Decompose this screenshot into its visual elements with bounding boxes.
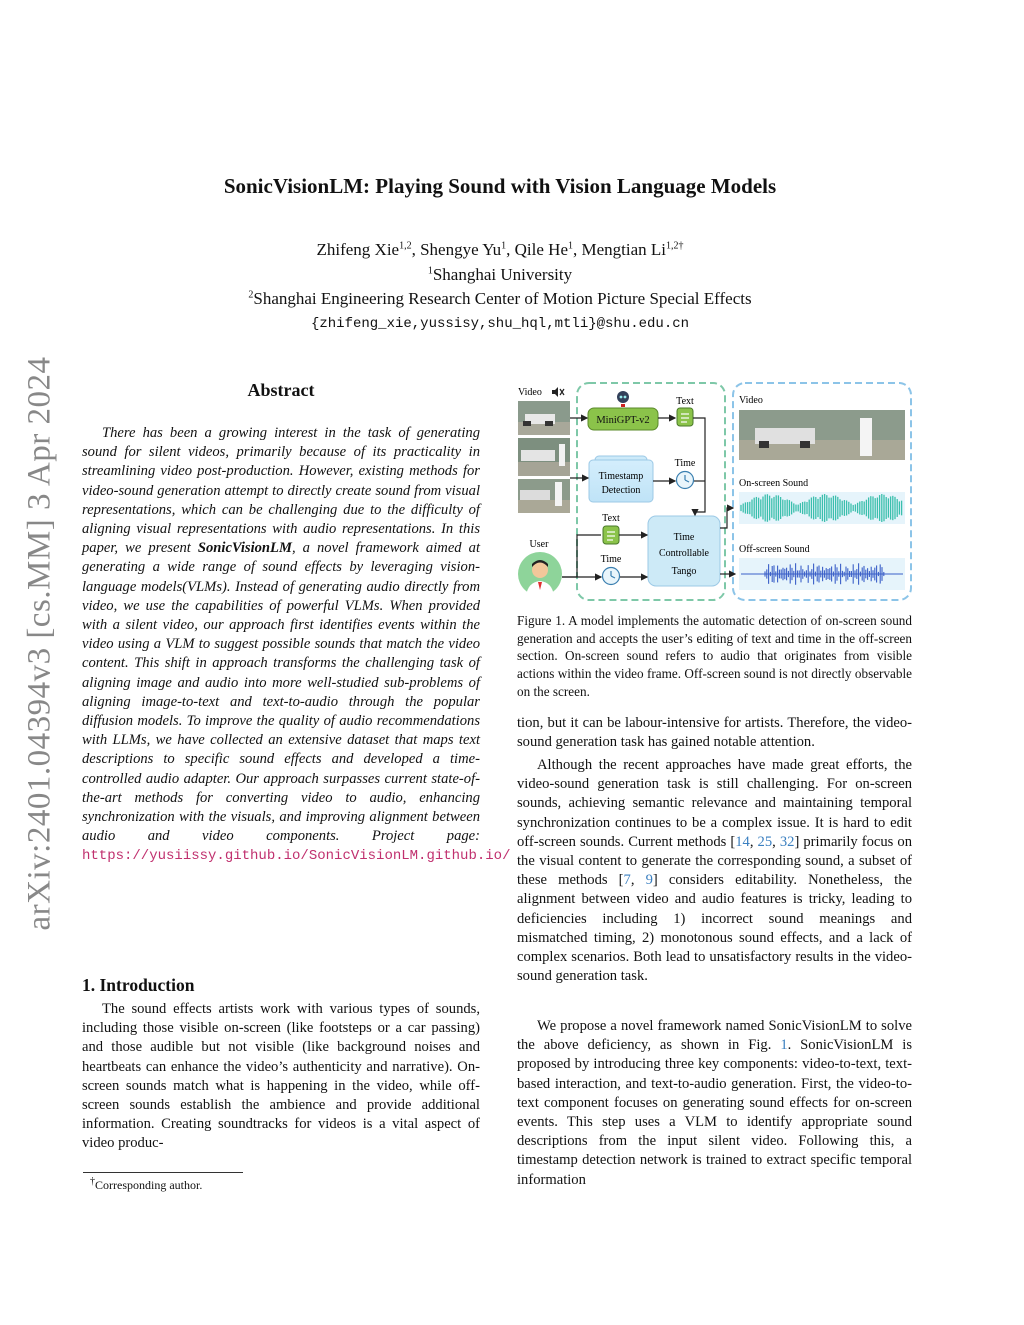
introduction-heading: 1. Introduction bbox=[82, 975, 195, 995]
svg-text:User: User bbox=[529, 539, 549, 550]
introduction-body: The sound effects artists work with various types of sounds, including those visible on-screen (like footsteps or a car passing) and those audible but not visible (like background noises and heartbeats can enhance the video’s authenticity and narrative). On-screen sounds match what is happening in the video, while off-screen sounds establish the ambience and provide additional information. Creating soundtracks for videos is a vital aspect of video produc- bbox=[82, 1001, 480, 1152]
citation-link[interactable]: 32 bbox=[779, 833, 795, 850]
robot-icon bbox=[617, 391, 629, 407]
svg-text:Text: Text bbox=[676, 396, 694, 407]
affiliation-2: $^2$Shanghai Engineering Research Center of Motion Picture Special Effects bbox=[248, 289, 752, 308]
output-video-frame bbox=[739, 410, 905, 460]
svg-text:Video: Video bbox=[739, 395, 763, 406]
author-list: Zhifeng Xie$^{1,2}$, Shengye Yu$^1$, Qile He$^1$, Mengtian $Li^{1,2\dagger}$ bbox=[316, 240, 684, 259]
citation-link[interactable]: 14 bbox=[735, 833, 750, 850]
svg-text:Detection: Detection bbox=[601, 485, 641, 496]
user-avatar-icon bbox=[518, 552, 562, 596]
clock-icon bbox=[603, 568, 620, 585]
text-document-icon bbox=[603, 526, 619, 544]
svg-text:Tango: Tango bbox=[671, 566, 697, 577]
citation-link[interactable]: 9 bbox=[645, 872, 653, 889]
paper-title: SonicVisionLM: Playing Sound with Vision Language Models bbox=[223, 174, 777, 198]
input-video-frames bbox=[518, 401, 570, 513]
clock-icon bbox=[677, 472, 694, 489]
svg-text:On-screen Sound: On-screen Sound bbox=[739, 478, 809, 489]
project-page-link[interactable]: https://yusiissy.github.io/SonicVisionLM.github.io/ bbox=[82, 848, 511, 865]
figure-1 bbox=[515, 378, 915, 606]
arxiv-identifier: arXiv:2401.04394v3 [cs.MM] 3 Apr 2024 bbox=[21, 356, 58, 931]
svg-text:Text: Text bbox=[602, 513, 620, 524]
abstract-body: There has been a growing interest in the task of generating sound for silent videos, primarily because of its practicality in streamlining video post-production. However, existing methods for video-sound generation attempt to directly create sound from visual representations, which can be challenging due to the difficulty of aligning visual representations with audio representations. In this paper, we present SonicVisionLM, a novel framework aimed at generating a wide range of sound effects by leveraging vision-language models(VLMs). Instead of generating audio directly from video, we use the capabilities of powerful VLMs. When provided with a silent video, our approach first identifies events within the video using a VLM to suggest possible sounds that match the video content. This shift in approach transforms the challenging task of aligning image and audio into more well-studied sub-problems of aligning image-to-text and text-to-audio through the popular diffusion models. To improve the quality of audio recommendations with LLMs, we have collected an extensive dataset that maps text descriptions to specific sound effects and developed a time-controlled audio adapter. Our approach surpasses current state-of-the-art methods for converting video to audio, enhancing synchronization with the visuals, and improving alignment between audio and video components. Project page: https://yusiissy.github.io/SonicVisionLM.github.io/ bbox=[82, 425, 511, 865]
svg-text:Controllable: Controllable bbox=[659, 548, 709, 559]
author-name: Mengtian Li bbox=[581, 240, 667, 259]
right-col-paragraph-2: Although the recent approaches have made great efforts, the video-sound generation task is still challenging. For on-screen sounds, achieving semantic relevance and maintaining temporal synchronization continues to be a complex issue. It is hard to edit off-screen sounds. Current methods [14, 25, 32] primarily focus on the visual content to generate the corresponding sound, a subset of these methods [7, 9] considers editability. Nonetheless, the alignment between video and audio features is tricky, leading to deficiencies including 1) incorrect sound meanings and mismatched timing, 2) monotonous sound effects, and a lack of complex scenarios. Both lead to unsatisfactory results in the video-sound generation task. bbox=[517, 757, 913, 985]
author-name: Shengye Yu bbox=[420, 240, 502, 259]
right-col-paragraph-3: We propose a novel framework named SonicVisionLM to solve the above deficiency, as shown in Fig. 1. SonicVisionLM is proposed by introducing three key components: video-to-text, text-based interaction, and text-to-audio generation. First, the video-to-text component focuses on generating sound effects for on-screen events. This step uses a VLM to identify appropriate sound descriptions from the input silent video. Following this, a timestamp detection network is trained to extract specific temporal information bbox=[517, 1018, 913, 1188]
framework-name: SonicVisionLM bbox=[197, 540, 292, 557]
svg-text:Timestamp: Timestamp bbox=[598, 471, 644, 482]
author-name: Zhifeng Xie bbox=[316, 240, 400, 259]
mute-icon bbox=[552, 387, 564, 397]
affiliation-1: $^1$Shanghai University bbox=[427, 265, 573, 284]
svg-text:Time: Time bbox=[674, 458, 696, 469]
citation-link[interactable]: 7 bbox=[623, 872, 631, 889]
abstract-heading: Abstract bbox=[247, 380, 315, 400]
text-document-icon bbox=[677, 408, 693, 426]
pipeline-diagram bbox=[515, 378, 915, 606]
svg-text:Time: Time bbox=[673, 532, 695, 543]
figure-1-caption: Figure 1. A model implements the automatic detection of on-screen sound generation and accepts the user’s editing of text and time in the off-screen section. On-screen sound refers to audio that originates from visible actions within the video frame. Off-screen sound is not directly observable on the screen. bbox=[517, 613, 912, 699]
citation-link[interactable]: 25 bbox=[757, 833, 773, 850]
figure-reference-link[interactable]: 1 bbox=[780, 1037, 788, 1054]
footnote-rule bbox=[83, 1172, 243, 1173]
svg-text:Time: Time bbox=[600, 554, 622, 565]
svg-text:Off-screen Sound: Off-screen Sound bbox=[739, 544, 810, 555]
author-emails: {zhifeng_xie,yussisy,shu_hql,mtli}@shu.edu.cn bbox=[310, 316, 690, 332]
footnote: †Corresponding author. bbox=[90, 1176, 203, 1192]
author-name: Qile He bbox=[514, 240, 568, 259]
svg-text:MiniGPT-v2: MiniGPT-v2 bbox=[596, 415, 650, 426]
video-label: Video bbox=[518, 387, 542, 398]
right-col-paragraph-1: tion, but it can be labour-intensive for artists. Therefore, the video-sound generation task has gained notable attention. bbox=[517, 715, 912, 751]
